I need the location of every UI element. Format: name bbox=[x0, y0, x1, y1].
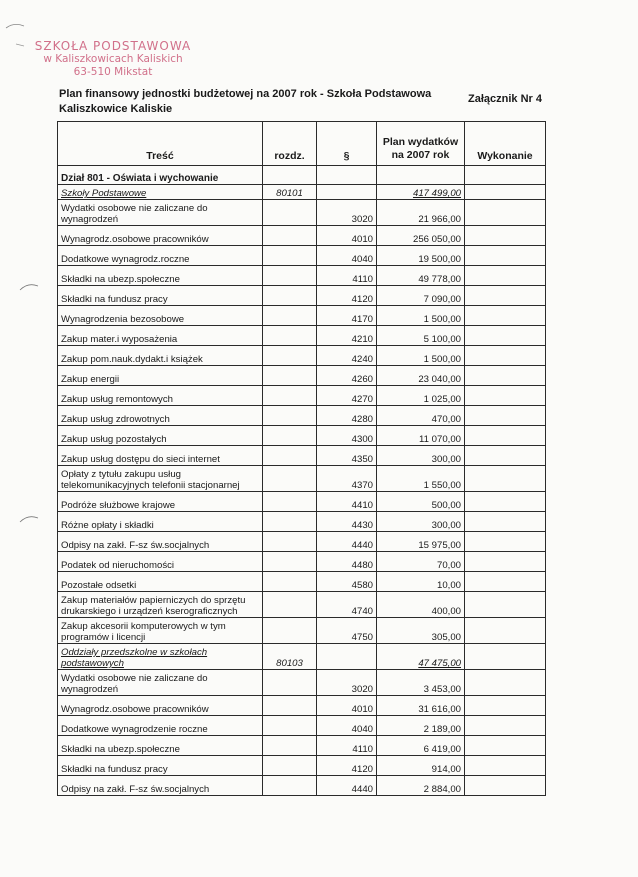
row-rozdz-cell: 80101 bbox=[263, 185, 317, 200]
row-name-cell: Wynagrodz.osobowe pracowników bbox=[58, 696, 263, 716]
row-rozdz-cell bbox=[263, 266, 317, 286]
row-wykonanie-cell bbox=[465, 592, 546, 618]
row-plan-cell: 23 040,00 bbox=[377, 366, 465, 386]
row-rozdz-cell bbox=[263, 286, 317, 306]
table-row bbox=[58, 512, 546, 532]
row-paragraph-cell: 4350 bbox=[317, 446, 377, 466]
row-rozdz-cell bbox=[263, 572, 317, 592]
table-row bbox=[58, 406, 546, 426]
row-rozdz-cell bbox=[263, 716, 317, 736]
row-wykonanie-cell bbox=[465, 618, 546, 644]
row-rozdz-cell bbox=[263, 306, 317, 326]
row-name-cell: Składki na fundusz pracy bbox=[58, 756, 263, 776]
row-wykonanie-cell bbox=[465, 346, 546, 366]
row-plan-cell: 7 090,00 bbox=[377, 286, 465, 306]
row-wykonanie-cell bbox=[465, 466, 546, 492]
row-wykonanie-cell bbox=[465, 644, 546, 670]
row-plan-cell: 11 070,00 bbox=[377, 426, 465, 446]
row-plan-cell: 1 550,00 bbox=[377, 466, 465, 492]
table-row bbox=[58, 532, 546, 552]
row-wykonanie-cell bbox=[465, 446, 546, 466]
row-rozdz-cell bbox=[263, 512, 317, 532]
table-row bbox=[58, 286, 546, 306]
row-paragraph-cell: 4170 bbox=[317, 306, 377, 326]
row-rozdz-cell bbox=[263, 592, 317, 618]
row-rozdz-cell bbox=[263, 618, 317, 644]
table-row bbox=[58, 466, 546, 492]
row-rozdz-cell bbox=[263, 670, 317, 696]
table-row bbox=[58, 492, 546, 512]
row-plan-cell bbox=[377, 166, 465, 185]
row-paragraph-cell: 4210 bbox=[317, 326, 377, 346]
row-wykonanie-cell bbox=[465, 552, 546, 572]
table-row bbox=[58, 592, 546, 618]
row-name-cell: Podróże służbowe krajowe bbox=[58, 492, 263, 512]
row-name-cell: Zakup usług pozostałych bbox=[58, 426, 263, 446]
row-rozdz-cell bbox=[263, 406, 317, 426]
row-name-cell: Zakup usług zdrowotnych bbox=[58, 406, 263, 426]
row-name-cell: Zakup usług remontowych bbox=[58, 386, 263, 406]
table-row bbox=[58, 552, 546, 572]
row-paragraph-cell: 4270 bbox=[317, 386, 377, 406]
row-paragraph-cell: 4740 bbox=[317, 592, 377, 618]
subsection-row bbox=[58, 644, 546, 670]
row-name-cell: Wynagrodz.osobowe pracowników bbox=[58, 226, 263, 246]
row-wykonanie-cell bbox=[465, 492, 546, 512]
table-row bbox=[58, 618, 546, 644]
row-name-cell: Składki na ubezp.społeczne bbox=[58, 266, 263, 286]
row-name-cell: Składki na ubezp.społeczne bbox=[58, 736, 263, 756]
header-tresc: Treść bbox=[58, 122, 263, 166]
row-name-cell: Wydatki osobowe nie zaliczane do wynagrodzeń bbox=[58, 200, 263, 226]
row-rozdz-cell bbox=[263, 246, 317, 266]
row-rozdz-cell bbox=[263, 366, 317, 386]
table-row bbox=[58, 366, 546, 386]
row-wykonanie-cell bbox=[465, 266, 546, 286]
row-name-cell: Opłaty z tytułu zakupu usług telekomunikacyjnych telefonii stacjonarnej bbox=[58, 466, 263, 492]
row-rozdz-cell bbox=[263, 776, 317, 796]
row-rozdz-cell bbox=[263, 492, 317, 512]
stamp-line-3: 63-510 Mikstat bbox=[73, 66, 153, 78]
row-rozdz-cell bbox=[263, 166, 317, 185]
row-wykonanie-cell bbox=[465, 696, 546, 716]
row-wykonanie-cell bbox=[465, 756, 546, 776]
row-wykonanie-cell bbox=[465, 166, 546, 185]
row-wykonanie-cell bbox=[465, 426, 546, 446]
row-paragraph-cell: 4010 bbox=[317, 226, 377, 246]
row-plan-cell: 2 189,00 bbox=[377, 716, 465, 736]
row-name-cell: Wynagrodzenia bezosobowe bbox=[58, 306, 263, 326]
row-plan-cell: 500,00 bbox=[377, 492, 465, 512]
row-name-cell: Dodatkowe wynagrodzenie roczne bbox=[58, 716, 263, 736]
row-paragraph-cell: 4430 bbox=[317, 512, 377, 532]
row-name-cell: Zakup energii bbox=[58, 366, 263, 386]
row-paragraph-cell: 4110 bbox=[317, 266, 377, 286]
row-wykonanie-cell bbox=[465, 185, 546, 200]
row-plan-cell: 6 419,00 bbox=[377, 736, 465, 756]
row-paragraph-cell: 4440 bbox=[317, 776, 377, 796]
row-plan-cell: 305,00 bbox=[377, 618, 465, 644]
row-plan-cell: 914,00 bbox=[377, 756, 465, 776]
table-row bbox=[58, 346, 546, 366]
row-plan-cell: 47 475,00 bbox=[377, 644, 465, 670]
row-rozdz-cell bbox=[263, 346, 317, 366]
row-paragraph-cell: 4110 bbox=[317, 736, 377, 756]
row-plan-cell: 21 966,00 bbox=[377, 200, 465, 226]
table-row bbox=[58, 306, 546, 326]
row-plan-cell: 3 453,00 bbox=[377, 670, 465, 696]
row-wykonanie-cell bbox=[465, 286, 546, 306]
header-rozdz: rozdz. bbox=[263, 122, 317, 166]
section-row bbox=[58, 166, 546, 185]
row-plan-cell: 300,00 bbox=[377, 512, 465, 532]
row-rozdz-cell bbox=[263, 736, 317, 756]
row-plan-cell: 1 500,00 bbox=[377, 346, 465, 366]
row-paragraph-cell: 4040 bbox=[317, 246, 377, 266]
table-row bbox=[58, 776, 546, 796]
row-name-cell: Zakup pom.nauk.dydakt.i książek bbox=[58, 346, 263, 366]
row-paragraph-cell bbox=[317, 185, 377, 200]
row-plan-cell: 417 499,00 bbox=[377, 185, 465, 200]
row-wykonanie-cell bbox=[465, 512, 546, 532]
row-name-cell: Dodatkowe wynagrodz.roczne bbox=[58, 246, 263, 266]
row-plan-cell: 300,00 bbox=[377, 446, 465, 466]
row-name-cell: Oddziały przedszkolne w szkołach podstawowych bbox=[58, 644, 263, 670]
row-name-cell: Pozostałe odsetki bbox=[58, 572, 263, 592]
row-wykonanie-cell bbox=[465, 572, 546, 592]
table-row bbox=[58, 446, 546, 466]
table-row bbox=[58, 200, 546, 226]
row-wykonanie-cell bbox=[465, 200, 546, 226]
row-name-cell: Podatek od nieruchomości bbox=[58, 552, 263, 572]
row-plan-cell: 1 025,00 bbox=[377, 386, 465, 406]
header-paragraph: § bbox=[317, 122, 377, 166]
row-paragraph-cell: 3020 bbox=[317, 200, 377, 226]
row-paragraph-cell: 4280 bbox=[317, 406, 377, 426]
table-row bbox=[58, 716, 546, 736]
row-rozdz-cell bbox=[263, 532, 317, 552]
header-wykonanie: Wykonanie bbox=[465, 122, 546, 166]
row-plan-cell: 70,00 bbox=[377, 552, 465, 572]
row-paragraph-cell: 4040 bbox=[317, 716, 377, 736]
row-paragraph-cell: 3020 bbox=[317, 670, 377, 696]
row-rozdz-cell bbox=[263, 426, 317, 446]
table-row bbox=[58, 670, 546, 696]
row-name-cell: Odpisy na zakł. F-sz św.socjalnych bbox=[58, 776, 263, 796]
row-paragraph-cell: 4120 bbox=[317, 286, 377, 306]
table-row bbox=[58, 326, 546, 346]
table-row bbox=[58, 696, 546, 716]
row-rozdz-cell: 80103 bbox=[263, 644, 317, 670]
financial-plan-table bbox=[57, 121, 546, 796]
table-row bbox=[58, 426, 546, 446]
row-name-cell: Dział 801 - Oświata i wychowanie bbox=[58, 166, 263, 185]
row-plan-cell: 400,00 bbox=[377, 592, 465, 618]
row-plan-cell: 15 975,00 bbox=[377, 532, 465, 552]
row-wykonanie-cell bbox=[465, 326, 546, 346]
table-body bbox=[58, 166, 546, 796]
table-row bbox=[58, 266, 546, 286]
school-stamp bbox=[18, 40, 208, 79]
row-name-cell: Różne opłaty i składki bbox=[58, 512, 263, 532]
row-rozdz-cell bbox=[263, 226, 317, 246]
row-wykonanie-cell bbox=[465, 776, 546, 796]
row-rozdz-cell bbox=[263, 200, 317, 226]
row-wykonanie-cell bbox=[465, 366, 546, 386]
row-paragraph-cell bbox=[317, 644, 377, 670]
table-row bbox=[58, 572, 546, 592]
row-wykonanie-cell bbox=[465, 532, 546, 552]
row-plan-cell: 256 050,00 bbox=[377, 226, 465, 246]
row-rozdz-cell bbox=[263, 756, 317, 776]
row-rozdz-cell bbox=[263, 552, 317, 572]
table-row bbox=[58, 756, 546, 776]
row-rozdz-cell bbox=[263, 696, 317, 716]
row-plan-cell: 470,00 bbox=[377, 406, 465, 426]
row-wykonanie-cell bbox=[465, 226, 546, 246]
row-wykonanie-cell bbox=[465, 716, 546, 736]
annex-label: Załącznik Nr 4 bbox=[468, 93, 542, 105]
row-wykonanie-cell bbox=[465, 406, 546, 426]
row-name-cell: Zakup akcesorii komputerowych w tym programów i licencji bbox=[58, 618, 263, 644]
table-row bbox=[58, 386, 546, 406]
row-name-cell: Składki na fundusz pracy bbox=[58, 286, 263, 306]
row-paragraph-cell: 4440 bbox=[317, 532, 377, 552]
row-wykonanie-cell bbox=[465, 246, 546, 266]
row-name-cell: Zakup materiałów papierniczych do sprzętu drukarskiego i urządzeń kserograficznych bbox=[58, 592, 263, 618]
row-paragraph-cell: 4240 bbox=[317, 346, 377, 366]
row-name-cell: Zakup usług dostępu do sieci internet bbox=[58, 446, 263, 466]
row-name-cell: Wydatki osobowe nie zaliczane do wynagrodzeń bbox=[58, 670, 263, 696]
row-plan-cell: 1 500,00 bbox=[377, 306, 465, 326]
row-paragraph-cell: 4410 bbox=[317, 492, 377, 512]
row-plan-cell: 2 884,00 bbox=[377, 776, 465, 796]
row-rozdz-cell bbox=[263, 446, 317, 466]
row-plan-cell: 19 500,00 bbox=[377, 246, 465, 266]
row-plan-cell: 49 778,00 bbox=[377, 266, 465, 286]
table-row bbox=[58, 246, 546, 266]
stamp-line-2: w Kaliszkowicach Kaliskich bbox=[43, 53, 183, 65]
row-plan-cell: 10,00 bbox=[377, 572, 465, 592]
document-title: Plan finansowy jednostki budżetowej na 2007 rok - Szkoła Podstawowa Kaliszkowice Kaliskie bbox=[59, 88, 432, 115]
subsection-row bbox=[58, 185, 546, 200]
row-name-cell: Odpisy na zakł. F-sz św.socjalnych bbox=[58, 532, 263, 552]
row-rozdz-cell bbox=[263, 326, 317, 346]
row-paragraph-cell: 4120 bbox=[317, 756, 377, 776]
row-plan-cell: 31 616,00 bbox=[377, 696, 465, 716]
row-paragraph-cell: 4480 bbox=[317, 552, 377, 572]
stamp-line-1: SZKOŁA PODSTAWOWA bbox=[34, 39, 192, 53]
row-paragraph-cell: 4370 bbox=[317, 466, 377, 492]
row-name-cell: Szkoły Podstawowe bbox=[58, 185, 263, 200]
row-paragraph-cell: 4750 bbox=[317, 618, 377, 644]
row-paragraph-cell: 4260 bbox=[317, 366, 377, 386]
row-name-cell: Zakup mater.i wyposażenia bbox=[58, 326, 263, 346]
table-header-row bbox=[58, 122, 546, 166]
header-plan: Plan wydatków na 2007 rok bbox=[377, 122, 465, 166]
row-paragraph-cell: 4300 bbox=[317, 426, 377, 446]
row-rozdz-cell bbox=[263, 386, 317, 406]
row-paragraph-cell: 4010 bbox=[317, 696, 377, 716]
row-wykonanie-cell bbox=[465, 670, 546, 696]
row-rozdz-cell bbox=[263, 466, 317, 492]
table-row bbox=[58, 226, 546, 246]
row-plan-cell: 5 100,00 bbox=[377, 326, 465, 346]
row-wykonanie-cell bbox=[465, 306, 546, 326]
row-wykonanie-cell bbox=[465, 386, 546, 406]
table-row bbox=[58, 736, 546, 756]
row-paragraph-cell: 4580 bbox=[317, 572, 377, 592]
row-paragraph-cell bbox=[317, 166, 377, 185]
row-wykonanie-cell bbox=[465, 736, 546, 756]
